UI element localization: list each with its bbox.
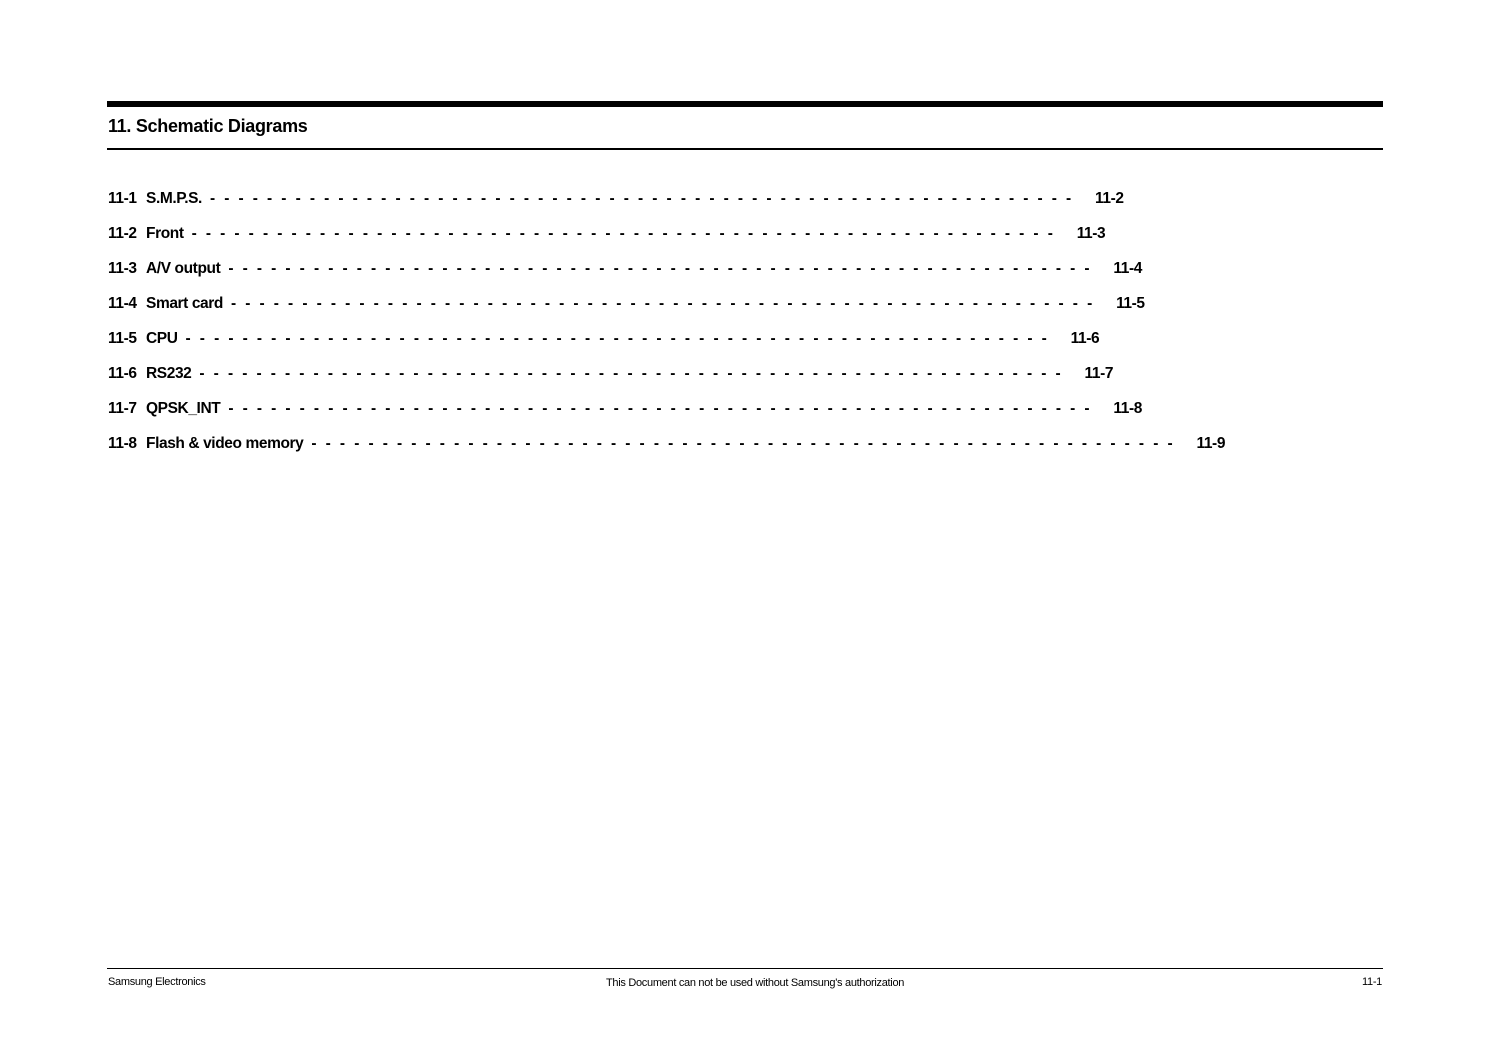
- toc-item-label: S.M.P.S.: [146, 190, 202, 207]
- toc-item-label: QPSK_INT: [146, 400, 221, 417]
- header-bottom-rule: [107, 148, 1383, 150]
- toc-item[interactable]: [108, 398, 1142, 433]
- header-top-rule: [107, 101, 1383, 107]
- toc-dot-leader: - - - - - - - - - - - - - - - - - - - - - - - - - - - - - - - - - - - - - - - - - - - - - - - - - - - - - - - - - - - - -: [209, 190, 1074, 207]
- toc-item-page: 11-4: [1113, 260, 1142, 277]
- toc-item[interactable]: [108, 363, 1114, 398]
- toc-dot-leader: - - - - - - - - - - - - - - - - - - - - - - - - - - - - - - - - - - - - - - - - - - - - - - - - - - - - - - - - - - - - -: [185, 330, 1050, 347]
- footer-page-number: 11-1: [1362, 976, 1382, 988]
- toc-item-label: RS232: [146, 365, 192, 382]
- toc-item-page: 11-9: [1196, 435, 1226, 452]
- toc-item-label: Front: [146, 225, 184, 242]
- page-title: 11. Schematic Diagrams: [108, 116, 308, 136]
- toc-item-number: 11-1: [108, 190, 137, 207]
- toc-item[interactable]: [108, 328, 1100, 363]
- toc-item-number: 11-6: [108, 365, 137, 382]
- toc-item-page: 11-2: [1095, 190, 1124, 207]
- toc-item-page: 11-5: [1116, 295, 1145, 312]
- toc-item[interactable]: [108, 223, 1106, 258]
- toc-item-number: 11-7: [108, 400, 137, 417]
- toc-dot-leader: - - - - - - - - - - - - - - - - - - - - - - - - - - - - - - - - - - - - - - - - - - - - - - - - - - - - - - - - - - - - -: [228, 400, 1092, 417]
- toc-item-page: 11-7: [1084, 365, 1114, 382]
- toc-item-page: 11-6: [1070, 330, 1100, 347]
- table-of-contents: [108, 188, 1226, 468]
- toc-dot-leader: - - - - - - - - - - - - - - - - - - - - - - - - - - - - - - - - - - - - - - - - - - - - - - - - - - - - - - - - - - - - -: [199, 365, 1064, 382]
- toc-dot-leader: - - - - - - - - - - - - - - - - - - - - - - - - - - - - - - - - - - - - - - - - - - - - - - - - - - - - - - - - - - - - -: [230, 295, 1095, 312]
- toc-item-number: 11-3: [108, 260, 137, 277]
- toc-item[interactable]: [108, 433, 1226, 468]
- footer-company: Samsung Electronics: [108, 976, 206, 988]
- toc-item-label: Smart card: [146, 295, 223, 312]
- toc-item-label: CPU: [146, 330, 178, 347]
- toc-dot-leader: - - - - - - - - - - - - - - - - - - - - - - - - - - - - - - - - - - - - - - - - - - - - - - - - - - - - - - - - - - - - -: [228, 260, 1092, 277]
- toc-item-page: 11-3: [1076, 225, 1106, 242]
- toc-item[interactable]: [108, 293, 1145, 328]
- toc-dot-leader: - - - - - - - - - - - - - - - - - - - - - - - - - - - - - - - - - - - - - - - - - - - - - - - - - - - - - - - - - - - - -: [191, 225, 1056, 242]
- footer-rule: [107, 968, 1383, 969]
- toc-item-number: 11-4: [108, 295, 137, 312]
- toc-item-number: 11-2: [108, 225, 137, 242]
- toc-item-number: 11-8: [108, 435, 137, 452]
- toc-item[interactable]: [108, 258, 1142, 293]
- footer-notice: This Document can not be used without Samsung's authorization: [606, 977, 905, 989]
- toc-item-label: A/V output: [146, 260, 221, 277]
- toc-dot-leader: - - - - - - - - - - - - - - - - - - - - - - - - - - - - - - - - - - - - - - - - - - - - - - - - - - - - - - - - - - - - -: [311, 435, 1176, 452]
- toc-item[interactable]: [108, 188, 1124, 223]
- toc-item-number: 11-5: [108, 330, 137, 347]
- toc-item-label: Flash & video memory: [146, 435, 304, 452]
- toc-item-page: 11-8: [1113, 400, 1142, 417]
